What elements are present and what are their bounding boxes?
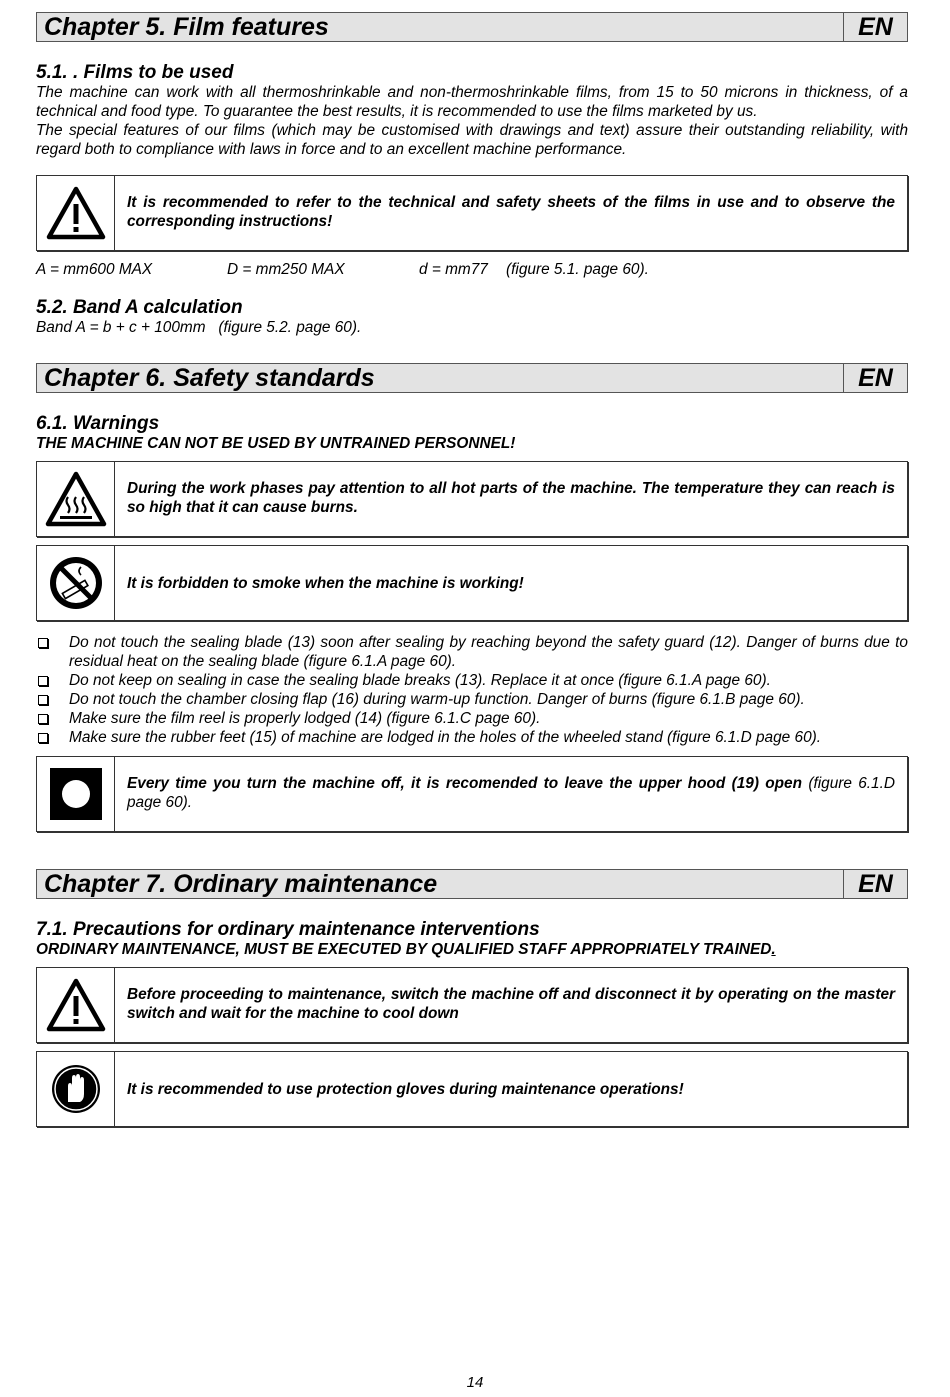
chapter-5-header: [36, 12, 908, 42]
no-smoking-warning-text: It is forbidden to smoke when the machine is working!: [127, 575, 524, 592]
untrained-personnel-notice: THE MACHINE CAN NOT BE USED BY UNTRAINED PERSONNEL!: [36, 435, 516, 452]
dimension-small-d: d = mm77: [419, 261, 488, 278]
section-5-1-paragraph-1: The machine can work with all thermoshrinkable and non-thermoshrinkable films, from 15 to 50 microns in thickness, of a technical and food type. To guarantee the best results, it is recommended to use the films marketed by us.: [36, 84, 908, 120]
list-item: Do not touch the chamber closing flap (16) during warm-up function. Danger of burns (figure 6.1.B page 60).: [36, 690, 908, 709]
dimension-a: A = mm600 MAX: [36, 261, 153, 278]
qualified-staff-notice: [36, 940, 908, 959]
band-formula-text: Band A = b + c + 100mm: [36, 319, 206, 336]
list-item: Do not keep on sealing in case the sealing blade breaks (13). Replace it at once (figure 6.1.A page 60).: [36, 671, 908, 690]
qualified-staff-notice-text: ORDINARY MAINTENANCE, MUST BE EXECUTED BY QUALIFIED STAFF APPROPRIATELY TRAINED: [36, 941, 772, 958]
list-item: Make sure the rubber feet (15) of machine are lodged in the holes of the wheeled stand (figure 6.1.D page 60).: [36, 728, 908, 747]
section-7-1-title: 7.1. Precautions for ordinary maintenance interventions: [36, 919, 540, 940]
safety-bullet-list: [36, 633, 908, 747]
chapter-language: EN: [858, 13, 893, 41]
maintenance-warning-text: Before proceeding to maintenance, switch the machine off and disconnect it by operating on the master switch and wait for the machine to cool down: [127, 986, 895, 1022]
dimension-d: D = mm250 MAX: [227, 261, 345, 278]
mandatory-circle-icon: [37, 757, 115, 831]
warning-triangle-icon: [37, 968, 115, 1042]
hot-surface-icon: [37, 462, 115, 536]
chapter-7-header: [36, 869, 908, 899]
upper-hood-figure-ref: (figure 6.1.D page 60).: [127, 775, 896, 811]
chapter-language: EN: [858, 870, 893, 898]
warning-text: It is recommended to refer to the technical and safety sheets of the films in use and to observe the corresponding instructions!: [127, 194, 895, 230]
protective-gloves-icon: [37, 1052, 115, 1126]
section-5-2-title: 5.2. Band A calculation: [36, 297, 243, 318]
warning-triangle-icon: [37, 176, 115, 250]
upper-hood-notice-bold: Every time you turn the machine off, it is recomended to leave the upper hood (19) open: [127, 775, 803, 792]
band-formula: [36, 318, 908, 337]
qualified-staff-notice-end: .: [771, 941, 776, 958]
gloves-notice-box: [36, 1051, 908, 1127]
chapter-language: EN: [858, 364, 893, 392]
dimension-figure-ref: (figure 5.1. page 60).: [506, 261, 649, 278]
film-dimensions: [36, 260, 908, 279]
page-number: 14: [466, 1374, 484, 1391]
film-sheets-warning-box: [36, 175, 908, 251]
section-6-1-title: 6.1. Warnings: [36, 413, 160, 434]
chapter-title: Chapter 6. Safety standards: [37, 364, 844, 392]
list-item: Make sure the film reel is properly lodged (14) (figure 6.1.C page 60).: [36, 709, 908, 728]
section-5-1-title: 5.1. . Films to be used: [36, 62, 234, 83]
chapter-title: Chapter 5. Film features: [37, 13, 844, 41]
hot-parts-warning-text: During the work phases pay attention to all hot parts of the machine. The temperature they can reach is so high that it can cause burns.: [127, 480, 895, 516]
chapter-title: Chapter 7. Ordinary maintenance: [37, 870, 844, 898]
hot-parts-warning-box: [36, 461, 908, 537]
section-5-1-paragraph-2: The special features of our films (which may be customised with drawings and text) assure their outstanding reliability, with regard both to compliance with laws in force and to an excellent machine performance.: [36, 122, 908, 158]
gloves-notice-text: It is recommended to use protection gloves during maintenance operations!: [127, 1081, 684, 1098]
list-item: Do not touch the sealing blade (13) soon after sealing by reaching beyond the safety guard (12). Danger of burns due to residual heat on the sealing blade (figure 6.1.A page 60).: [36, 633, 908, 671]
document-page: [36, 12, 908, 1127]
no-smoking-warning-box: [36, 545, 908, 621]
upper-hood-notice-text: [115, 757, 907, 831]
maintenance-warning-box: [36, 967, 908, 1043]
band-formula-ref: (figure 5.2. page 60).: [218, 319, 362, 336]
no-smoking-icon: [37, 546, 115, 620]
chapter-6-header: [36, 363, 908, 393]
upper-hood-notice-box: [36, 756, 908, 832]
